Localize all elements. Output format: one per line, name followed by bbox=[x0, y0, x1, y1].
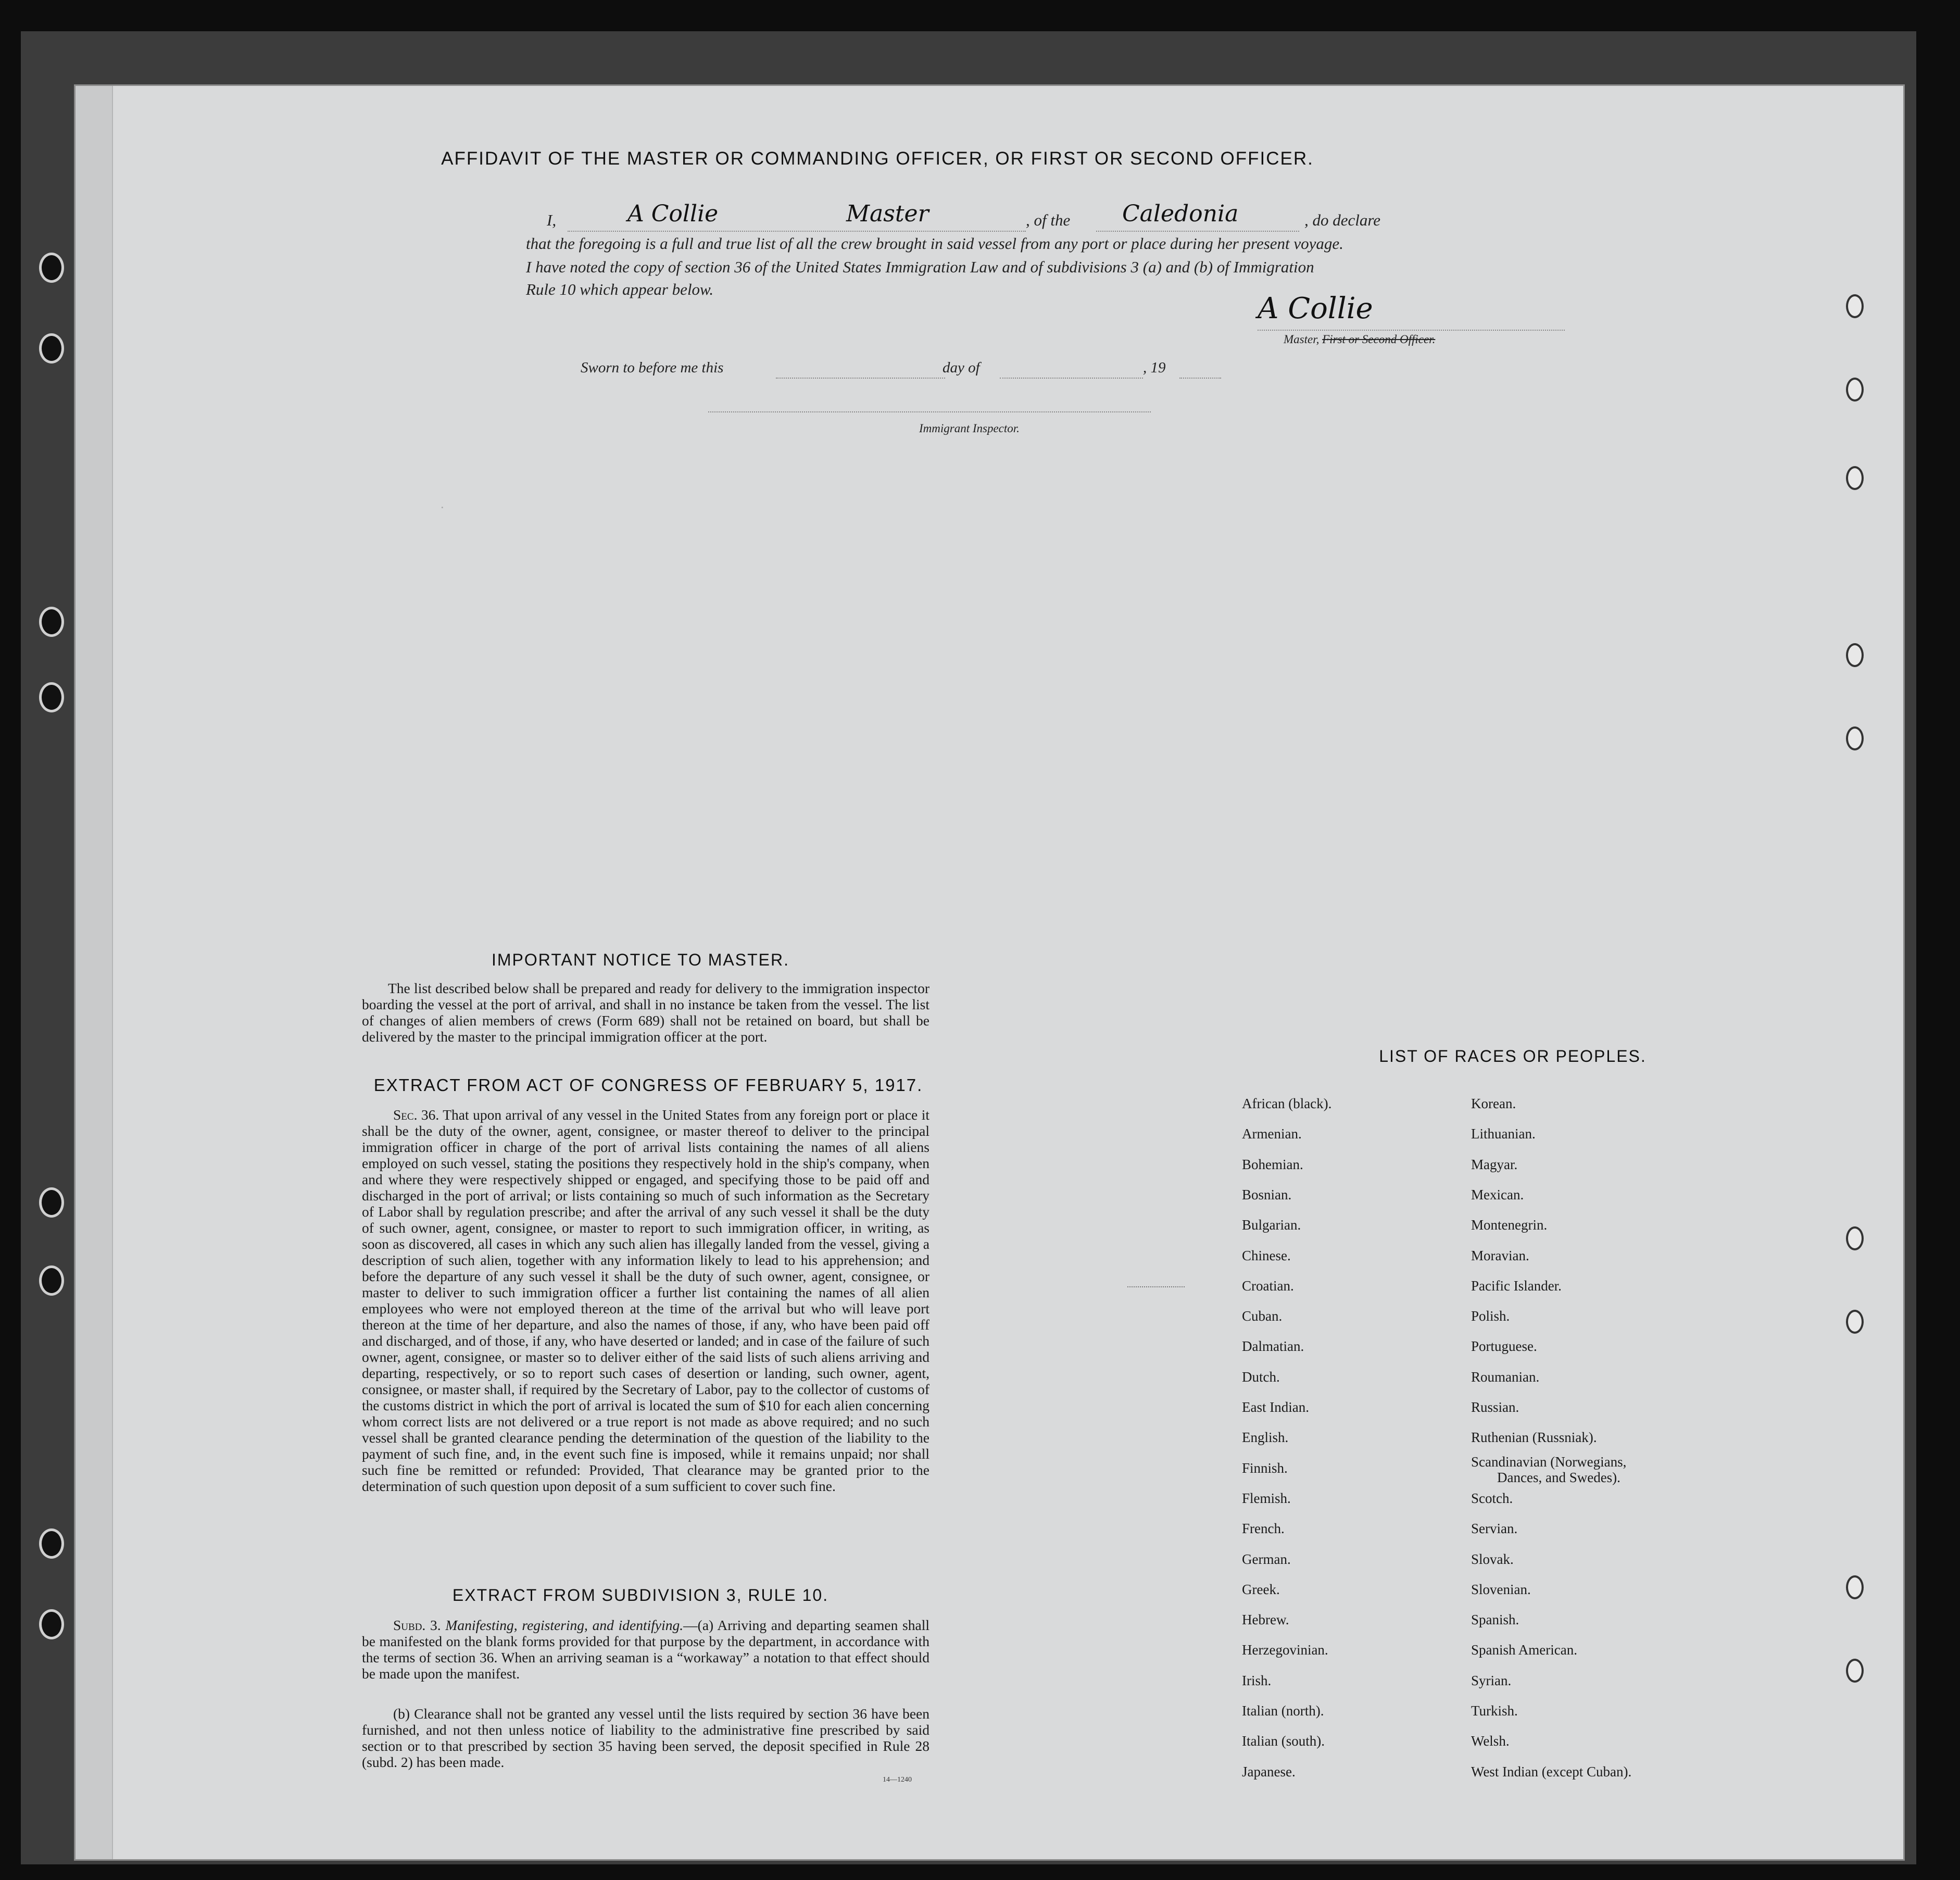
binding-hole-icon bbox=[1846, 726, 1864, 750]
vessel-name: Caledonia bbox=[1122, 200, 1239, 227]
inspector-caption: Immigrant Inspector. bbox=[919, 422, 1020, 435]
race-left-item: Herzegovinian. bbox=[1242, 1642, 1328, 1658]
race-right-item: Portuguese. bbox=[1471, 1338, 1537, 1354]
binding-hole-icon bbox=[1846, 378, 1864, 402]
section-36-body: That upon arrival of any vessel in the United States from any foreign port or place it shall be the duty of the owner, agent, consignee, or master thereof to deliver to the principal immigration officer in charge of the port of arrival lists containing the names of all aliens employed on such vessel, stating the positions they respectively hold in the ship's company, when and where they were respectively shipped or engaged, and specifying those to be paid off and discharged in the port of arrival; or lists containing so much of such information as the Secretary of Labor shall by regulation prescribe; and after the arrival of any such vessel it shall be the duty of such owner, agent, consignee, or master to report to such immigration officer, in writing, as soon as discovered, all cases in which any such alien has illegally landed from the vessel, giving a description of such alien, together with any information likely to lead to his apprehension; and before the departure of any such vessel it shall be the duty of such owner, agent, consignee, or master to deliver to such immigration officer a further list containing the names of all alien employees who were not employed thereon at the time of the arrival but who will leave port thereon at the time of her departure, and also the names of those, if any, who have been paid off and discharged, and of those, if any, who have deserted or landed; and in case of the failure of such owner, agent, consignee, or master so to deliver either of the said lists of such aliens arriving and departing, respectively, or so to report such cases of desertion or landing, such owner, agent, consignee, or master shall, if required by the Secretary of Labor, pay to the collector of customs of the customs district in which the port of arrival is located the sum of $10 for each alien concerning whom correct lists are not delivered or a true report is not made as above required; and no such vessel shall be granted clearance pending the determination of the question of the liability to the payment of such fine, and, in the event such fine is imposed, while it remains unpaid; nor shall such fine be remitted or refunded: Provided, That clearance may be granted prior to the determination of such question upon deposit of a sum sufficient to cover such fine. bbox=[362, 1107, 929, 1494]
race-left-item: Bosnian. bbox=[1242, 1187, 1292, 1202]
subdivision-3-text bbox=[362, 1617, 929, 1682]
race-right-item: Mexican. bbox=[1471, 1187, 1524, 1202]
race-right-item: Spanish. bbox=[1471, 1612, 1519, 1627]
affidavit-line-4: Rule 10 which appear below. bbox=[526, 280, 714, 298]
sworn-text: Sworn to before me this bbox=[581, 359, 724, 376]
race-left-item: Hebrew. bbox=[1242, 1612, 1289, 1627]
race-left-item: Armenian. bbox=[1242, 1126, 1302, 1142]
affidavit-i-prefix: I, bbox=[547, 211, 557, 229]
binding-hole-icon bbox=[39, 607, 64, 637]
binding-hole-icon bbox=[1846, 466, 1864, 490]
race-left-item: Dutch. bbox=[1242, 1369, 1280, 1385]
signature-line bbox=[1258, 330, 1565, 331]
vessel-blank-line bbox=[1096, 231, 1299, 232]
master-signature: A Collie bbox=[1258, 292, 1373, 325]
binding-hole-icon bbox=[39, 1528, 64, 1559]
race-right-item: Servian. bbox=[1471, 1521, 1518, 1536]
binding-hole-icon bbox=[1846, 1575, 1864, 1599]
race-left-item: Finnish. bbox=[1242, 1460, 1288, 1476]
notice-body: The list described below shall be prepared and ready for delivery to the immigration inspector boarding the vessel at the port of arrival, and shall in no instance be taken from the vessel. The list of changes of alien members of crews (Form 689) shall not be retained on board, but shall be delivered by the master to the principal immigration officer at the port. bbox=[362, 980, 929, 1045]
race-left-item: Chinese. bbox=[1242, 1248, 1291, 1263]
signature-caption bbox=[1284, 333, 1435, 346]
declarant-rank: Master bbox=[846, 200, 929, 227]
section-label: Sec. 36. bbox=[393, 1107, 439, 1123]
race-left-item: Croatian. bbox=[1242, 1278, 1294, 1294]
binding-hole-icon bbox=[1846, 1659, 1864, 1683]
subd-b: (b) Clearance shall not be granted any vessel until the lists required by section 36 have been furnished, and not then unless notice of liability to the administrative fine prescribed by said section or to that prescribed by section 35 having been served, the deposit specified in Rule 28 (subd. 2) has been made. bbox=[362, 1706, 929, 1770]
of-the-text: , of the bbox=[1026, 211, 1071, 229]
race-right-item: Moravian. bbox=[1471, 1248, 1529, 1263]
race-right-item: Syrian. bbox=[1471, 1673, 1512, 1688]
year-blank bbox=[1179, 378, 1221, 379]
caption-master: Master, bbox=[1284, 333, 1320, 346]
race-left-item: English. bbox=[1242, 1430, 1289, 1445]
section-36-text bbox=[362, 1107, 929, 1494]
binding-hole-icon bbox=[1846, 294, 1864, 318]
binding-hole-icon bbox=[39, 1187, 64, 1218]
binding-hole-icon bbox=[39, 1265, 64, 1296]
binding-hole-icon bbox=[1846, 1310, 1864, 1334]
race-right-item: Ruthenian (Russniak). bbox=[1471, 1430, 1597, 1445]
race-right-item: Spanish American. bbox=[1471, 1642, 1577, 1658]
race-left-item: Cuban. bbox=[1242, 1308, 1283, 1324]
binding-hole-icon bbox=[39, 682, 64, 712]
race-right-item: Slovenian. bbox=[1471, 1582, 1531, 1597]
race-right-item: Welsh. bbox=[1471, 1733, 1510, 1749]
races-title: LIST OF RACES OR PEOPLES. bbox=[1379, 1047, 1647, 1066]
name-blank-line bbox=[568, 231, 1026, 232]
race-left-item: Greek. bbox=[1242, 1582, 1280, 1597]
rule-heading: EXTRACT FROM SUBDIVISION 3, RULE 10. bbox=[452, 1586, 829, 1605]
stray-rule bbox=[1127, 1286, 1185, 1287]
race-right-item: Scandinavian (Norwegians, bbox=[1471, 1454, 1627, 1470]
race-right-item: Pacific Islander. bbox=[1471, 1278, 1562, 1294]
race-right-item: Slovak. bbox=[1471, 1551, 1514, 1567]
race-left-item: Dalmatian. bbox=[1242, 1338, 1304, 1354]
binding-hole-icon bbox=[39, 1609, 64, 1639]
race-left-item: French. bbox=[1242, 1521, 1285, 1536]
subd-title: Manifesting, registering, and identifying. bbox=[445, 1617, 684, 1633]
race-left-item: Italian (south). bbox=[1242, 1733, 1325, 1749]
race-right-item: West Indian (except Cuban). bbox=[1471, 1764, 1632, 1779]
race-left-item: Flemish. bbox=[1242, 1490, 1291, 1506]
affidavit-line-3: I have noted the copy of section 36 of the United States Immigration Law and of subdivisions 3 (a) and (b) of Immigration bbox=[526, 258, 1314, 276]
race-left-item: East Indian. bbox=[1242, 1399, 1309, 1415]
race-left-item: Irish. bbox=[1242, 1673, 1272, 1688]
race-left-item: Italian (north). bbox=[1242, 1703, 1324, 1719]
act-heading: EXTRACT FROM ACT OF CONGRESS OF FEBRUARY 5, 1917. bbox=[373, 1075, 923, 1095]
race-right-item: Scotch. bbox=[1471, 1490, 1513, 1506]
race-left-item: Japanese. bbox=[1242, 1764, 1296, 1779]
subd-label: Subd. 3. bbox=[393, 1617, 441, 1633]
page-margin bbox=[76, 86, 113, 1859]
do-declare-text: , do declare bbox=[1304, 211, 1381, 229]
binding-hole-icon bbox=[1846, 643, 1864, 667]
day-of-text: day of bbox=[943, 359, 980, 376]
declarant-name: A Collie bbox=[627, 200, 719, 227]
form-number: 14—1240 bbox=[883, 1776, 912, 1784]
notice-title: IMPORTANT NOTICE TO MASTER. bbox=[492, 950, 789, 969]
race-right-continuation: Dances, and Swedes). bbox=[1497, 1470, 1620, 1485]
binding-hole-icon bbox=[39, 333, 64, 364]
caption-struck-officer: First or Second Officer. bbox=[1322, 333, 1436, 346]
year-prefix: , 19 bbox=[1143, 359, 1166, 376]
race-right-item: Montenegrin. bbox=[1471, 1217, 1548, 1233]
race-right-item: Polish. bbox=[1471, 1308, 1510, 1324]
binding-hole-icon bbox=[1846, 1226, 1864, 1250]
race-right-item: Russian. bbox=[1471, 1399, 1519, 1415]
bleed-through-mark: · bbox=[440, 500, 445, 515]
race-right-item: Roumanian. bbox=[1471, 1369, 1540, 1385]
race-right-item: Turkish. bbox=[1471, 1703, 1518, 1719]
race-left-item: African (black). bbox=[1242, 1096, 1332, 1111]
sworn-day-blank bbox=[776, 378, 945, 379]
race-left-item: Bohemian. bbox=[1242, 1157, 1303, 1172]
manifest-page bbox=[76, 86, 1903, 1859]
inspector-signature-line bbox=[708, 411, 1151, 412]
affidavit-line-2: that the foregoing is a full and true list of all the crew brought in said vessel from any port or place during her present voyage. bbox=[526, 234, 1343, 253]
sworn-month-blank bbox=[1000, 378, 1143, 379]
binding-hole-icon bbox=[39, 253, 64, 283]
race-left-item: German. bbox=[1242, 1551, 1291, 1567]
affidavit-title: AFFIDAVIT OF THE MASTER OR COMMANDING OFFICER, OR FIRST OR SECOND OFFICER. bbox=[441, 148, 1314, 169]
race-right-item: Magyar. bbox=[1471, 1157, 1518, 1172]
race-left-item: Bulgarian. bbox=[1242, 1217, 1301, 1233]
race-right-item: Korean. bbox=[1471, 1096, 1516, 1111]
race-right-item: Lithuanian. bbox=[1471, 1126, 1536, 1142]
subd-a: —(a) Arriving and departing seamen shall be manifested on the blank forms provided for that purpose by the department, in accordance with the terms of section 36. When an arriving seaman is a “workaway” a notation to that effect should be made upon the manifest. bbox=[362, 1617, 929, 1682]
